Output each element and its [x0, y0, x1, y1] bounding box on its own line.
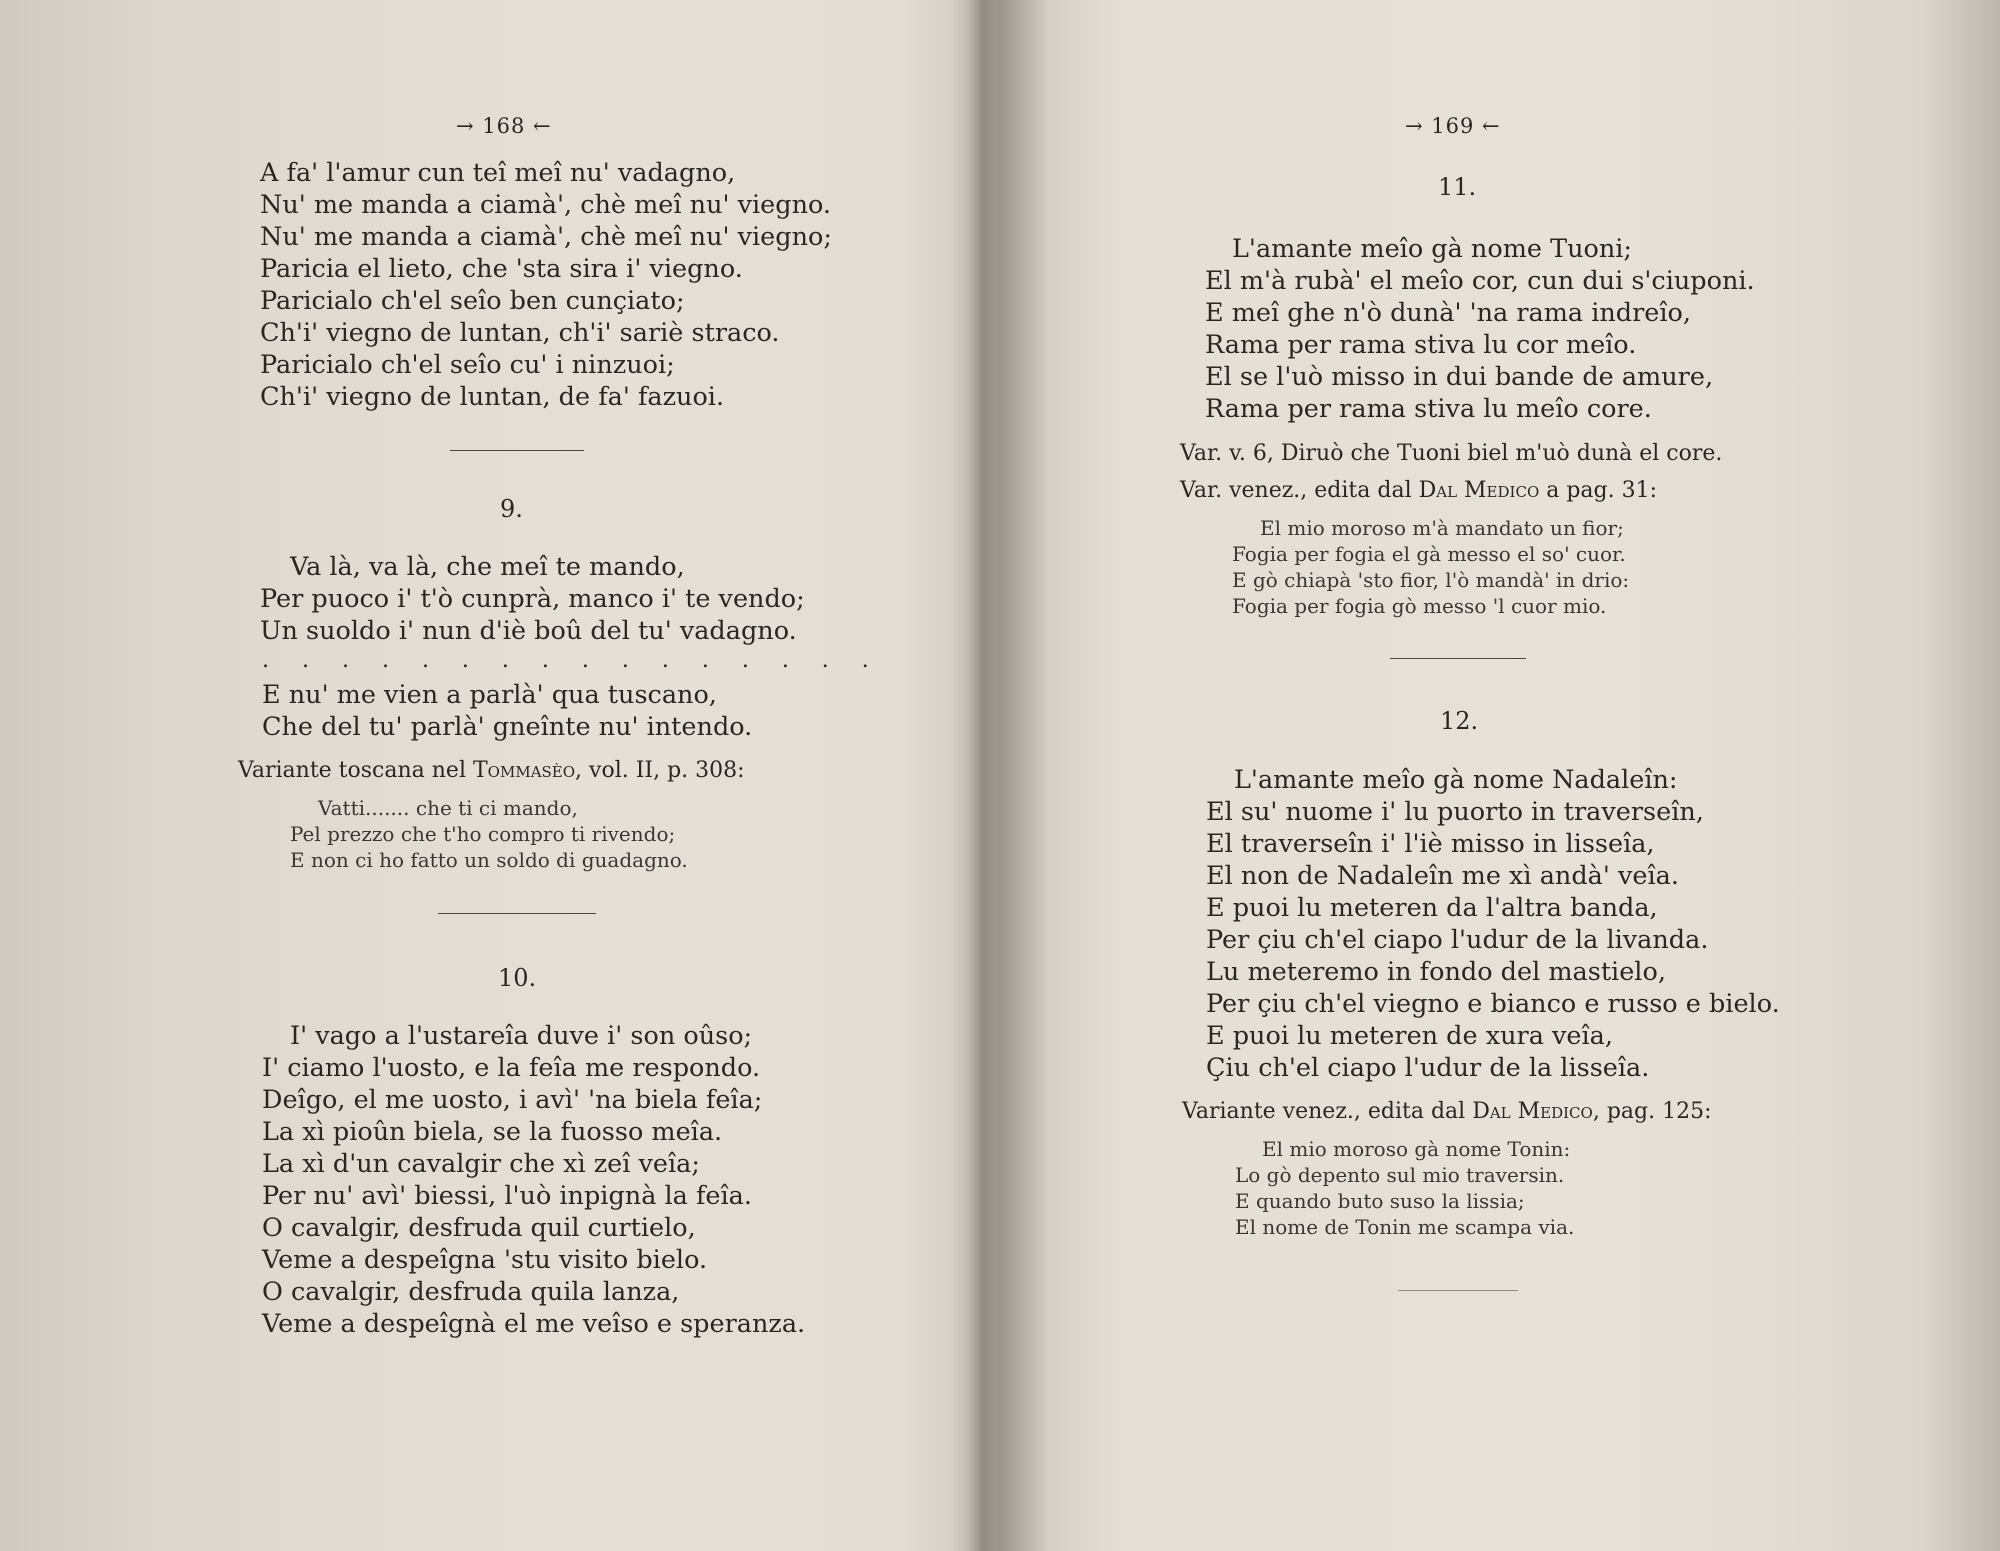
note-text: a pag. 31: — [1539, 478, 1658, 503]
verse-line: Veme a despeîgnà el me veîso e speranza. — [262, 1309, 806, 1339]
author-name: Dal Medico — [1418, 478, 1540, 503]
verse-line: Çiu ch'el ciapo l'udur de la lisseîa. — [1206, 1053, 1650, 1083]
verse-line: Rama per rama stiva lu cor meîo. — [1205, 330, 1637, 360]
verse-line: E puoi lu meteren da l'altra banda, — [1206, 893, 1658, 923]
verse-line: La xì d'un cavalgir che xì zeî veîa; — [262, 1149, 700, 1179]
verse-line: Ch'i' viegno de luntan, ch'i' sariè straco. — [260, 318, 780, 348]
variant-line: El mio moroso gà nome Tonin: — [1262, 1137, 1571, 1161]
verse-line: I' vago a l'ustareîa duve i' son oûso; — [290, 1021, 753, 1051]
stanza-number: 12. — [1440, 707, 1479, 735]
note-text: Variante venez., edita dal — [1182, 1099, 1473, 1124]
verse-line: Paricialo ch'el seîo ben cunçiato; — [260, 286, 685, 316]
variant-note: Var. v. 6, Diruò che Tuoni biel m'uò dunà el core. — [1180, 441, 1723, 466]
verse-line: Rama per rama stiva lu meîo core. — [1205, 394, 1652, 424]
section-divider — [1390, 658, 1526, 659]
note-text: , vol. II, p. 308: — [575, 758, 745, 783]
verse-line: E puoi lu meteren de xura veîa, — [1206, 1021, 1613, 1051]
verse-line: Che del tu' parlà' gneînte nu' intendo. — [262, 712, 753, 742]
page-168 — [0, 0, 960, 1551]
stanza-number: 11. — [1438, 173, 1477, 201]
note-text: Var. venez., edita dal — [1180, 478, 1419, 503]
verse-line: E nu' me vien a parlà' qua tuscano, — [262, 680, 717, 710]
ellipsis-dots: . . . . . . . . . . . . . . . . — [262, 648, 882, 673]
stanza-number: 10. — [498, 964, 537, 992]
verse-line: El non de Nadaleîn me xì andà' veîa. — [1206, 861, 1679, 891]
verse-line: L'amante meîo gà nome Tuoni; — [1232, 234, 1633, 264]
verse-line: El m'à rubà' el meîo cor, cun dui s'ciuponi. — [1205, 266, 1755, 296]
note-text: Variante toscana nel — [238, 758, 473, 783]
variant-line: Vatti....... che ti ci mando, — [318, 796, 578, 820]
verse-line: Per çiu ch'el viegno e bianco e russo e bielo. — [1206, 989, 1780, 1019]
verse-line: Per nu' avì' biessi, l'uò inpignà la feîa. — [262, 1181, 752, 1211]
author-name: Tommasèo — [473, 758, 576, 783]
verse-line: Per çiu ch'el ciapo l'udur de la livanda. — [1206, 925, 1709, 955]
page-169 — [1010, 0, 2000, 1551]
variant-line: El nome de Tonin me scampa via. — [1235, 1215, 1575, 1239]
section-divider — [450, 450, 584, 451]
variant-note — [238, 760, 745, 782]
note-text: , pag. 125: — [1592, 1099, 1712, 1124]
verse-line: E meî ghe n'ò dunà' 'na rama indreîo, — [1205, 298, 1691, 328]
verse-line: Nu' me manda a ciamà', chè meî nu' viegno. — [260, 190, 832, 220]
author-name: Dal Medico — [1472, 1099, 1593, 1124]
variant-line: Fogia per fogia gò messo 'l cuor mio. — [1232, 594, 1607, 618]
variant-line: Fogia per fogia el gà messo el so' cuor. — [1232, 542, 1626, 566]
section-divider — [438, 913, 596, 914]
verse-line: Per puoco i' t'ò cunprà, manco i' te vendo; — [260, 584, 805, 614]
variant-line: E gò chiapà 'sto fior, l'ò mandà' in drio: — [1232, 568, 1630, 592]
verse-line: A fa' l'amur cun teî meî nu' vadagno, — [260, 158, 736, 188]
verse-line: Va là, va là, che meî te mando, — [290, 552, 685, 582]
verse-line: Veme a despeîgna 'stu visito bielo. — [262, 1245, 708, 1275]
verse-line: L'amante meîo gà nome Nadaleîn: — [1234, 765, 1678, 795]
variant-line: E quando buto suso la lissia; — [1235, 1189, 1525, 1213]
verse-line: Paricia el lieto, che 'sta sira i' viegno. — [260, 254, 743, 284]
section-divider — [1398, 1290, 1518, 1291]
verse-line: El se l'uò misso in dui bande de amure, — [1205, 362, 1714, 392]
variant-note — [1180, 480, 1657, 502]
verse-line: La xì pioûn biela, se la fuosso meîa. — [262, 1117, 723, 1147]
verse-line: El su' nuome i' lu puorto in traverseîn, — [1206, 797, 1704, 827]
page-number-169: → 169 ← — [1405, 114, 1501, 138]
variant-line: Lo gò depento sul mio traversin. — [1235, 1163, 1565, 1187]
verse-line: O cavalgir, desfruda quila lanza, — [262, 1277, 680, 1307]
gutter-shadow — [968, 0, 998, 1551]
variant-line: E non ci ho fatto un soldo di guadagno. — [290, 848, 688, 872]
variant-line: Pel prezzo che t'ho compro ti rivendo; — [290, 822, 676, 846]
verse-line: I' ciamo l'uosto, e la feîa me respondo. — [262, 1053, 761, 1083]
verse-line: Lu meteremo in fondo del mastielo, — [1206, 957, 1666, 987]
verse-line: O cavalgir, desfruda quil curtielo, — [262, 1213, 696, 1243]
stanza-number: 9. — [500, 495, 523, 523]
verse-line: Deîgo, el me uosto, i avì' 'na biela feîa; — [262, 1085, 763, 1115]
variant-line: El mio moroso m'à mandato un fior; — [1260, 516, 1624, 540]
verse-line: Ch'i' viegno de luntan, de fa' fazuoi. — [260, 382, 725, 412]
verse-line: Un suoldo i' nun d'iè boû del tu' vadagno. — [260, 616, 797, 646]
variant-note — [1182, 1101, 1712, 1123]
verse-line: Nu' me manda a ciamà', chè meî nu' viegno; — [260, 222, 832, 252]
page-number-168: → 168 ← — [456, 114, 552, 138]
verse-line: El traverseîn i' l'iè misso in lisseîa, — [1206, 829, 1655, 859]
verse-line: Paricialo ch'el seîo cu' i ninzuoi; — [260, 350, 675, 380]
